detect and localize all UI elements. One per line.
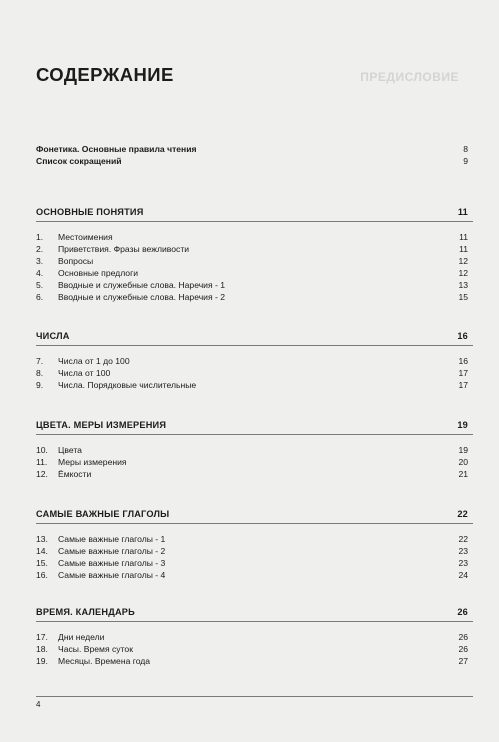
section-page: 16 <box>457 331 468 341</box>
toc-entry-page: 20 <box>458 457 468 467</box>
toc-entry-number: 15. <box>36 558 48 568</box>
toc-entry-label: Числа от 1 до 100 <box>58 356 130 366</box>
toc-entry-number: 9. <box>36 380 44 390</box>
toc-intro-entry <box>36 155 468 167</box>
toc-entry-page: 22 <box>458 534 468 544</box>
toc-entry-number: 14. <box>36 546 48 556</box>
toc-entry <box>36 631 468 643</box>
toc-entry-number: 12. <box>36 469 48 479</box>
toc-entry-number: 5. <box>36 280 44 290</box>
toc-entry-label: Список сокращений <box>36 156 122 166</box>
toc-entry-page: 12 <box>458 268 468 278</box>
toc-entry-number: 1. <box>36 232 44 242</box>
toc-entry <box>36 355 468 367</box>
toc-entry-label: Вводные и служебные слова. Наречия - 2 <box>58 292 226 302</box>
toc-entry-label: Дни недели <box>58 632 105 642</box>
toc-entry-page: 27 <box>458 656 468 666</box>
toc-entry-number: 8. <box>36 368 44 378</box>
toc-section-heading <box>36 606 468 618</box>
toc-entry <box>36 569 468 581</box>
section-page: 19 <box>457 420 468 430</box>
toc-entry-number: 7. <box>36 356 44 366</box>
toc-entry-label: Вопросы <box>58 256 94 266</box>
section-divider <box>36 345 473 346</box>
section-divider <box>36 621 473 622</box>
toc-section-heading <box>36 419 468 431</box>
toc-entry-page: 13 <box>458 280 468 290</box>
toc-entry-label: Ёмкости <box>58 469 92 479</box>
toc-entry-page: 11 <box>459 244 468 254</box>
toc-entry-page: 24 <box>458 570 468 580</box>
toc-entry-label: Самые важные глаголы - 1 <box>58 534 166 544</box>
toc-entry-number: 18. <box>36 644 48 654</box>
toc-entry-number: 17. <box>36 632 48 642</box>
toc-entry-number: 16. <box>36 570 48 580</box>
toc-entry-page: 21 <box>458 469 468 479</box>
toc-entry <box>36 243 468 255</box>
toc-entry-label: Часы. Время суток <box>58 644 133 654</box>
toc-entry-label: Местоимения <box>58 232 113 242</box>
toc-entry <box>36 255 468 267</box>
toc-entry-page: 11 <box>459 232 468 242</box>
page-number: 4 <box>36 700 41 709</box>
toc-entry-page: 26 <box>458 644 468 654</box>
section-page: 26 <box>457 607 468 617</box>
toc-entry-page: 12 <box>458 256 468 266</box>
toc-entry-label: Цвета <box>58 445 82 455</box>
toc-entry-page: 8 <box>463 144 468 154</box>
toc-entry-label: Числа от 100 <box>58 368 111 378</box>
toc-entry <box>36 367 468 379</box>
toc-entry-page: 9 <box>463 156 468 166</box>
toc-entry-number: 10. <box>36 445 48 455</box>
footer-rule <box>36 696 473 697</box>
section-title: ОСНОВНЫЕ ПОНЯТИЯ <box>36 207 144 217</box>
toc-entry-label: Месяцы. Времена года <box>58 656 151 666</box>
toc-entry-page: 17 <box>458 368 468 378</box>
section-divider <box>36 523 473 524</box>
toc-entry <box>36 267 468 279</box>
toc-entry-label: Вводные и служебные слова. Наречия - 1 <box>58 280 226 290</box>
toc-entry <box>36 444 468 456</box>
section-page: 22 <box>457 509 468 519</box>
toc-entry-number: 4. <box>36 268 44 278</box>
toc-entry-label: Приветствия. Фразы вежливости <box>58 244 190 254</box>
toc-entry <box>36 655 468 667</box>
toc-entry <box>36 279 468 291</box>
section-title: ВРЕМЯ. КАЛЕНДАРЬ <box>36 607 135 617</box>
toc-entry <box>36 545 468 557</box>
toc-entry <box>36 456 468 468</box>
toc-entry <box>36 379 468 391</box>
toc-entry-page: 17 <box>458 380 468 390</box>
toc-entry-number: 11. <box>36 457 48 467</box>
toc-entry <box>36 468 468 480</box>
section-title: ЦВЕТА. МЕРЫ ИЗМЕРЕНИЯ <box>36 420 167 430</box>
toc-section-heading <box>36 206 468 218</box>
toc-entry-number: 6. <box>36 292 44 302</box>
toc-entry-label: Числа. Порядковые числительные <box>58 380 197 390</box>
section-page: 11 <box>457 207 468 217</box>
show-through-heading: ПРЕДИСЛОВИЕ <box>360 70 459 84</box>
toc-entry-page: 19 <box>458 445 468 455</box>
toc-entry-label: Самые важные глаголы - 4 <box>58 570 166 580</box>
toc-entry <box>36 231 468 243</box>
section-title: САМЫЕ ВАЖНЫЕ ГЛАГОЛЫ <box>36 509 170 519</box>
toc-entry-page: 16 <box>458 356 468 366</box>
toc-entry-label: Самые важные глаголы - 2 <box>58 546 166 556</box>
toc-section-heading <box>36 330 468 342</box>
section-divider <box>36 221 473 222</box>
section-title: ЧИСЛА <box>36 331 70 341</box>
toc-entry-label: Основные предлоги <box>58 268 139 278</box>
toc-entry-number: 3. <box>36 256 44 266</box>
section-divider <box>36 434 473 435</box>
toc-entry <box>36 557 468 569</box>
toc-entry-page: 23 <box>458 546 468 556</box>
toc-entry-number: 13. <box>36 534 48 544</box>
toc-intro-entry <box>36 143 468 155</box>
toc-entry-label: Фонетика. Основные правила чтения <box>36 144 197 154</box>
toc-entry-number: 2. <box>36 244 44 254</box>
toc-entry <box>36 291 468 303</box>
toc-entry-page: 23 <box>458 558 468 568</box>
toc-entry-page: 26 <box>458 632 468 642</box>
toc-entry <box>36 533 468 545</box>
toc-entry-page: 15 <box>458 292 468 302</box>
toc-section-heading <box>36 508 468 520</box>
toc-entry-label: Самые важные глаголы - 3 <box>58 558 166 568</box>
toc-entry-number: 19. <box>36 656 48 666</box>
toc-entry <box>36 643 468 655</box>
page-title: СОДЕРЖАНИЕ <box>36 64 174 85</box>
toc-entry-label: Меры измерения <box>58 457 127 467</box>
